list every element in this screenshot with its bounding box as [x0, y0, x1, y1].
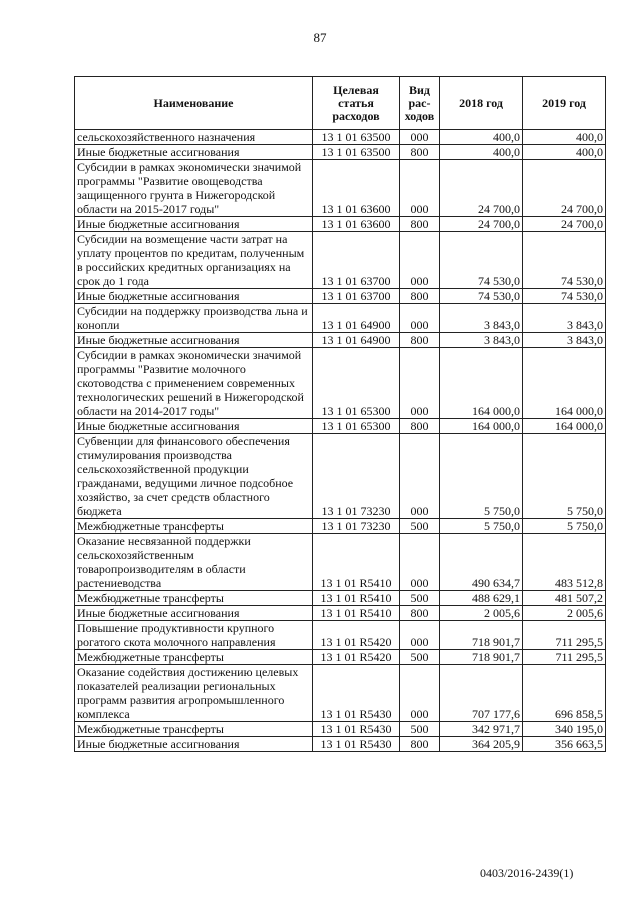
row-name: Иные бюджетные ассигнования — [75, 606, 313, 621]
row-value-2018: 24 700,0 — [440, 160, 523, 217]
row-value-2019: 2 005,6 — [523, 606, 606, 621]
row-value-2018: 5 750,0 — [440, 519, 523, 534]
row-expense-type: 500 — [400, 722, 440, 737]
row-value-2019: 74 530,0 — [523, 232, 606, 289]
row-expense-type: 500 — [400, 650, 440, 665]
row-value-2018: 400,0 — [440, 130, 523, 145]
row-value-2019: 24 700,0 — [523, 160, 606, 217]
row-name: Иные бюджетные ассигнования — [75, 737, 313, 752]
row-name: Межбюджетные трансферты — [75, 650, 313, 665]
document-code: 0403/2016-2439(1) — [480, 866, 574, 880]
row-value-2018: 364 205,9 — [440, 737, 523, 752]
table-row — [75, 737, 606, 752]
row-value-2019: 5 750,0 — [523, 434, 606, 519]
table-row — [75, 304, 606, 333]
row-expense-type: 500 — [400, 591, 440, 606]
table-row — [75, 348, 606, 419]
row-value-2018: 400,0 — [440, 145, 523, 160]
table-row — [75, 232, 606, 289]
table-row — [75, 519, 606, 534]
row-value-2018: 24 700,0 — [440, 217, 523, 232]
table-row — [75, 534, 606, 591]
row-name: Иные бюджетные ассигнования — [75, 419, 313, 434]
row-name: сельскохозяйственного назначения — [75, 130, 313, 145]
row-expense-type: 000 — [400, 621, 440, 650]
row-name: Оказание содействия достижению целевых показателей реализации региональных программ развития агропромышленного комплекса — [75, 665, 313, 722]
row-code: 13 1 01 63500 — [313, 130, 400, 145]
row-expense-type: 000 — [400, 434, 440, 519]
table-row — [75, 665, 606, 722]
row-value-2019: 711 295,5 — [523, 650, 606, 665]
row-code: 13 1 01 64900 — [313, 333, 400, 348]
row-value-2019: 696 858,5 — [523, 665, 606, 722]
header-2019: 2019 год — [523, 77, 606, 130]
row-expense-type: 000 — [400, 665, 440, 722]
row-value-2018: 74 530,0 — [440, 232, 523, 289]
row-code: 13 1 01 R5410 — [313, 591, 400, 606]
row-expense-type: 000 — [400, 232, 440, 289]
row-expense-type: 000 — [400, 534, 440, 591]
row-value-2019: 400,0 — [523, 130, 606, 145]
row-expense-type: 000 — [400, 160, 440, 217]
row-name: Межбюджетные трансферты — [75, 591, 313, 606]
row-value-2018: 164 000,0 — [440, 419, 523, 434]
table-row — [75, 650, 606, 665]
row-expense-type: 800 — [400, 289, 440, 304]
table-row — [75, 160, 606, 217]
row-value-2019: 340 195,0 — [523, 722, 606, 737]
row-value-2019: 164 000,0 — [523, 348, 606, 419]
row-name: Повышение продуктивности крупного рогатого скота молочного направления — [75, 621, 313, 650]
row-expense-type: 800 — [400, 606, 440, 621]
row-value-2018: 707 177,6 — [440, 665, 523, 722]
row-value-2019: 481 507,2 — [523, 591, 606, 606]
row-code: 13 1 01 R5430 — [313, 722, 400, 737]
row-value-2018: 718 901,7 — [440, 650, 523, 665]
row-name: Иные бюджетные ассигнования — [75, 333, 313, 348]
table-row — [75, 434, 606, 519]
table-row — [75, 606, 606, 621]
row-expense-type: 000 — [400, 304, 440, 333]
row-code: 13 1 01 R5410 — [313, 606, 400, 621]
row-name: Иные бюджетные ассигнования — [75, 217, 313, 232]
row-expense-type: 800 — [400, 333, 440, 348]
row-code: 13 1 01 64900 — [313, 304, 400, 333]
row-value-2019: 3 843,0 — [523, 304, 606, 333]
table-row — [75, 145, 606, 160]
row-expense-type: 000 — [400, 130, 440, 145]
row-code: 13 1 01 63500 — [313, 145, 400, 160]
row-expense-type: 500 — [400, 519, 440, 534]
row-name: Субсидии в рамках экономически значимой программы "Развитие молочного скотоводства с применением современных технологических решений в Нижегородской области на 2014-2017 годы" — [75, 348, 313, 419]
row-value-2019: 356 663,5 — [523, 737, 606, 752]
row-name: Межбюджетные трансферты — [75, 519, 313, 534]
row-expense-type: 800 — [400, 145, 440, 160]
row-expense-type: 800 — [400, 217, 440, 232]
row-code: 13 1 01 R5420 — [313, 621, 400, 650]
row-value-2019: 5 750,0 — [523, 519, 606, 534]
budget-table — [74, 76, 606, 752]
row-expense-type: 800 — [400, 737, 440, 752]
row-code: 13 1 01 63600 — [313, 160, 400, 217]
table-body — [75, 130, 606, 752]
row-value-2018: 342 971,7 — [440, 722, 523, 737]
table-row — [75, 722, 606, 737]
row-name: Иные бюджетные ассигнования — [75, 145, 313, 160]
row-value-2019: 483 512,8 — [523, 534, 606, 591]
table-row — [75, 130, 606, 145]
row-name: Субсидии на возмещение части затрат на уплату процентов по кредитам, полученным в российских кредитных организациях на срок до 1 года — [75, 232, 313, 289]
row-name: Оказание несвязанной поддержки сельскохозяйственным товаропроизводителям в области растениеводства — [75, 534, 313, 591]
row-value-2018: 74 530,0 — [440, 289, 523, 304]
row-value-2018: 718 901,7 — [440, 621, 523, 650]
row-value-2018: 2 005,6 — [440, 606, 523, 621]
row-value-2019: 164 000,0 — [523, 419, 606, 434]
table-row — [75, 419, 606, 434]
header-type: Вид рас-ходов — [400, 77, 440, 130]
row-code: 13 1 01 65300 — [313, 419, 400, 434]
row-value-2018: 490 634,7 — [440, 534, 523, 591]
row-value-2018: 3 843,0 — [440, 304, 523, 333]
row-value-2019: 24 700,0 — [523, 217, 606, 232]
row-code: 13 1 01 65300 — [313, 348, 400, 419]
table-row — [75, 333, 606, 348]
row-code: 13 1 01 73230 — [313, 434, 400, 519]
row-code: 13 1 01 R5430 — [313, 737, 400, 752]
row-value-2019: 400,0 — [523, 145, 606, 160]
row-code: 13 1 01 R5430 — [313, 665, 400, 722]
row-code: 13 1 01 63600 — [313, 217, 400, 232]
row-code: 13 1 01 R5420 — [313, 650, 400, 665]
row-code: 13 1 01 63700 — [313, 289, 400, 304]
row-value-2019: 74 530,0 — [523, 289, 606, 304]
row-value-2019: 711 295,5 — [523, 621, 606, 650]
table-row — [75, 289, 606, 304]
row-name: Иные бюджетные ассигнования — [75, 289, 313, 304]
row-code: 13 1 01 73230 — [313, 519, 400, 534]
header-2018: 2018 год — [440, 77, 523, 130]
row-value-2018: 5 750,0 — [440, 434, 523, 519]
table-row — [75, 591, 606, 606]
row-name: Межбюджетные трансферты — [75, 722, 313, 737]
row-expense-type: 800 — [400, 419, 440, 434]
row-value-2018: 488 629,1 — [440, 591, 523, 606]
row-value-2018: 3 843,0 — [440, 333, 523, 348]
row-value-2018: 164 000,0 — [440, 348, 523, 419]
table-row — [75, 217, 606, 232]
header-name: Наименование — [75, 77, 313, 130]
row-code: 13 1 01 R5410 — [313, 534, 400, 591]
row-code: 13 1 01 63700 — [313, 232, 400, 289]
table-header — [75, 77, 606, 130]
page-number: 87 — [313, 30, 327, 45]
header-code: Целевая статья расходов — [313, 77, 400, 130]
row-value-2019: 3 843,0 — [523, 333, 606, 348]
row-name: Субвенции для финансового обеспечения стимулирования производства сельскохозяйственной продукции гражданами, ведущими личное подсобное хозяйство, за счет средств областного бюджета — [75, 434, 313, 519]
row-name: Субсидии в рамках экономически значимой программы "Развитие овощеводства защищенного грунта в Нижегородской области на 2015-2017 годы" — [75, 160, 313, 217]
row-expense-type: 000 — [400, 348, 440, 419]
row-name: Субсидии на поддержку производства льна и конопли — [75, 304, 313, 333]
table-row — [75, 621, 606, 650]
